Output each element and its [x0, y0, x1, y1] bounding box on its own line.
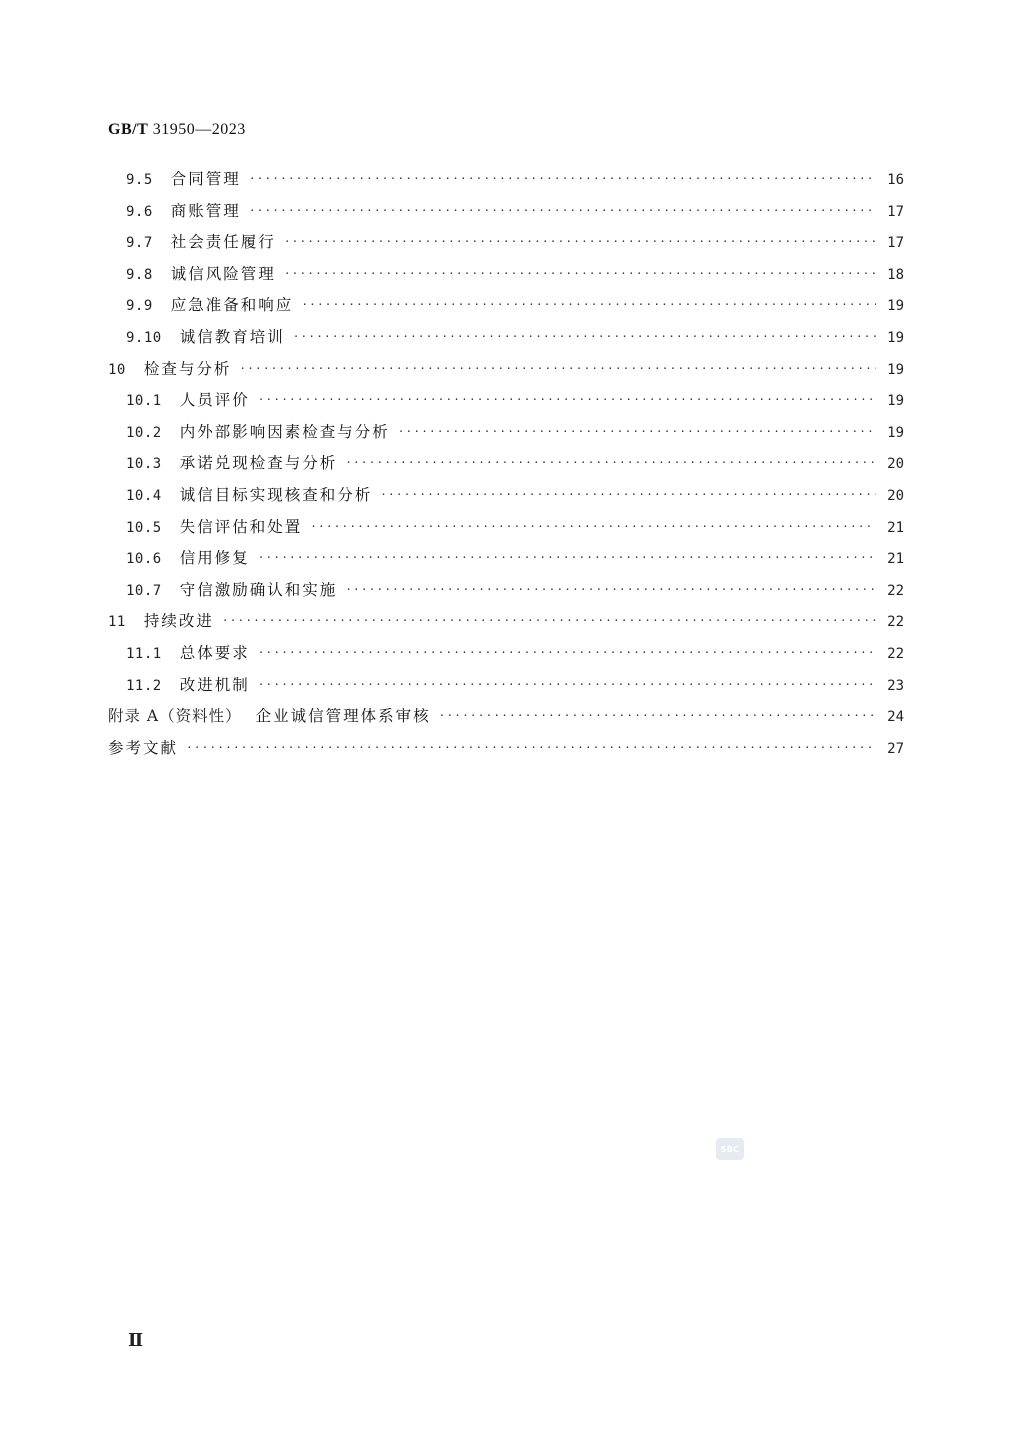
toc-dot-leader [284, 226, 876, 258]
toc-entry-number: 11 [108, 614, 126, 631]
toc-entry[interactable] [108, 480, 904, 512]
toc-dot-leader [186, 732, 876, 764]
toc-entry-number: 11.2 [126, 677, 162, 694]
toc-entry[interactable] [108, 512, 904, 544]
toc-entry-title: 守信激励确认和实施 [179, 580, 338, 599]
toc-entry-page: 19 [887, 329, 904, 346]
toc-dot-leader [310, 511, 876, 543]
toc-entry[interactable] [108, 322, 904, 354]
toc-entry-title: 承诺兑现检查与分析 [179, 454, 338, 473]
toc-entry-page: 21 [887, 519, 904, 536]
toc-entry-number: 9.6 [126, 203, 153, 220]
toc-entry-number: 11.1 [126, 645, 162, 662]
toc-entry-page: 22 [887, 582, 904, 599]
toc-entry-page: 20 [887, 456, 904, 473]
toc-dot-leader [258, 384, 876, 416]
toc-entry-title: 内外部影响因素检查与分析 [179, 422, 390, 441]
toc-dot-leader [293, 321, 876, 353]
toc-entry[interactable] [108, 259, 904, 291]
toc-entry-number: 9.9 [126, 298, 153, 315]
toc-entry-title: 商账管理 [170, 201, 241, 220]
toc-entry-title: 诚信目标实现核查和分析 [179, 485, 373, 504]
toc-entry-title: 参考文献 [108, 738, 179, 757]
toc-entry[interactable] [108, 196, 904, 228]
toc-entry-title: 失信评估和处置 [179, 517, 303, 536]
toc-entry-title: 合同管理 [170, 170, 241, 188]
toc-entry-page: 22 [887, 645, 904, 662]
toc-dot-leader [398, 416, 876, 448]
toc-entry-number: 9.5 [126, 172, 153, 188]
toc-dot-leader [249, 195, 876, 227]
toc-entry-page: 19 [887, 393, 904, 410]
toc-entry-title: 信用修复 [179, 549, 250, 568]
toc-entry-number: 9.10 [126, 329, 162, 346]
watermark-stamp: SBC [716, 1138, 744, 1160]
toc-entry-number: 10.7 [126, 582, 162, 599]
toc-entry[interactable] [108, 606, 904, 638]
toc-entry-number: 10.6 [126, 551, 162, 568]
toc-entry-page: 19 [887, 424, 904, 441]
toc-entry-title: 改进机制 [179, 675, 250, 694]
toc-dot-leader [301, 289, 876, 321]
toc-dot-leader [258, 542, 876, 574]
toc-entry-page: 17 [887, 203, 904, 220]
toc-dot-leader [380, 479, 876, 511]
toc-entry[interactable] [108, 543, 904, 575]
toc-dot-leader [258, 637, 876, 669]
toc-entry-page: 23 [887, 677, 904, 694]
toc-entry-page: 22 [887, 614, 904, 631]
toc-entry-title: 企业诚信管理体系审核 [255, 707, 431, 726]
toc-entry-title: 诚信教育培训 [179, 327, 285, 346]
toc-entry[interactable] [108, 164, 904, 196]
toc-entry-page: 20 [887, 487, 904, 504]
toc-dot-leader [249, 163, 876, 195]
toc-entry-title: 检查与分析 [143, 359, 232, 378]
toc-entry-number: 10.1 [126, 393, 162, 410]
toc-entry-number: 10.2 [126, 424, 162, 441]
toc-dot-leader [345, 574, 876, 606]
toc-entry[interactable] [108, 417, 904, 449]
toc-entry-page: 19 [887, 361, 904, 378]
standard-header [108, 121, 246, 139]
toc-entry[interactable] [108, 733, 904, 765]
toc-entry[interactable] [108, 227, 904, 259]
toc-entry[interactable] [108, 385, 904, 417]
toc-entry-number: 10 [108, 361, 126, 378]
toc-entry-page: 21 [887, 551, 904, 568]
toc-entry-number: 9.7 [126, 235, 153, 252]
toc-entry[interactable] [108, 575, 904, 607]
toc-dot-leader [284, 258, 876, 290]
toc-entry-title: 持续改进 [143, 612, 214, 631]
toc-entry[interactable] [108, 638, 904, 670]
toc-entry-page: 19 [887, 298, 904, 315]
toc-dot-leader [258, 669, 876, 701]
toc-dot-leader [439, 700, 876, 732]
table-of-contents [108, 164, 904, 764]
toc-entry-page: 27 [887, 740, 904, 757]
toc-entry-number: 附录 A（资料性） [108, 707, 242, 726]
toc-dot-leader [222, 605, 876, 637]
toc-entry[interactable] [108, 670, 904, 702]
toc-entry-page: 16 [887, 172, 904, 188]
toc-entry-number: 10.5 [126, 519, 162, 536]
toc-entry[interactable] [108, 448, 904, 480]
toc-entry-title: 应急准备和响应 [170, 296, 294, 315]
toc-entry[interactable] [108, 354, 904, 386]
toc-entry[interactable] [108, 290, 904, 322]
standard-number: 31950—2023 [152, 121, 246, 138]
toc-entry-title: 人员评价 [179, 391, 250, 410]
toc-entry-page: 17 [887, 235, 904, 252]
toc-entry-number: 10.3 [126, 456, 162, 473]
toc-entry-page: 24 [887, 709, 904, 726]
toc-entry-number: 10.4 [126, 487, 162, 504]
toc-entry-number: 9.8 [126, 266, 153, 283]
toc-dot-leader [345, 447, 876, 479]
toc-entry[interactable] [108, 701, 904, 733]
toc-dot-leader [239, 353, 876, 385]
toc-entry-page: 18 [887, 266, 904, 283]
toc-entry-title: 总体要求 [179, 643, 250, 662]
standard-code: GB/T [108, 121, 149, 138]
toc-entry-title: 诚信风险管理 [170, 264, 276, 283]
page-number: Ⅱ [128, 1330, 144, 1350]
toc-entry-title: 社会责任履行 [170, 233, 276, 252]
